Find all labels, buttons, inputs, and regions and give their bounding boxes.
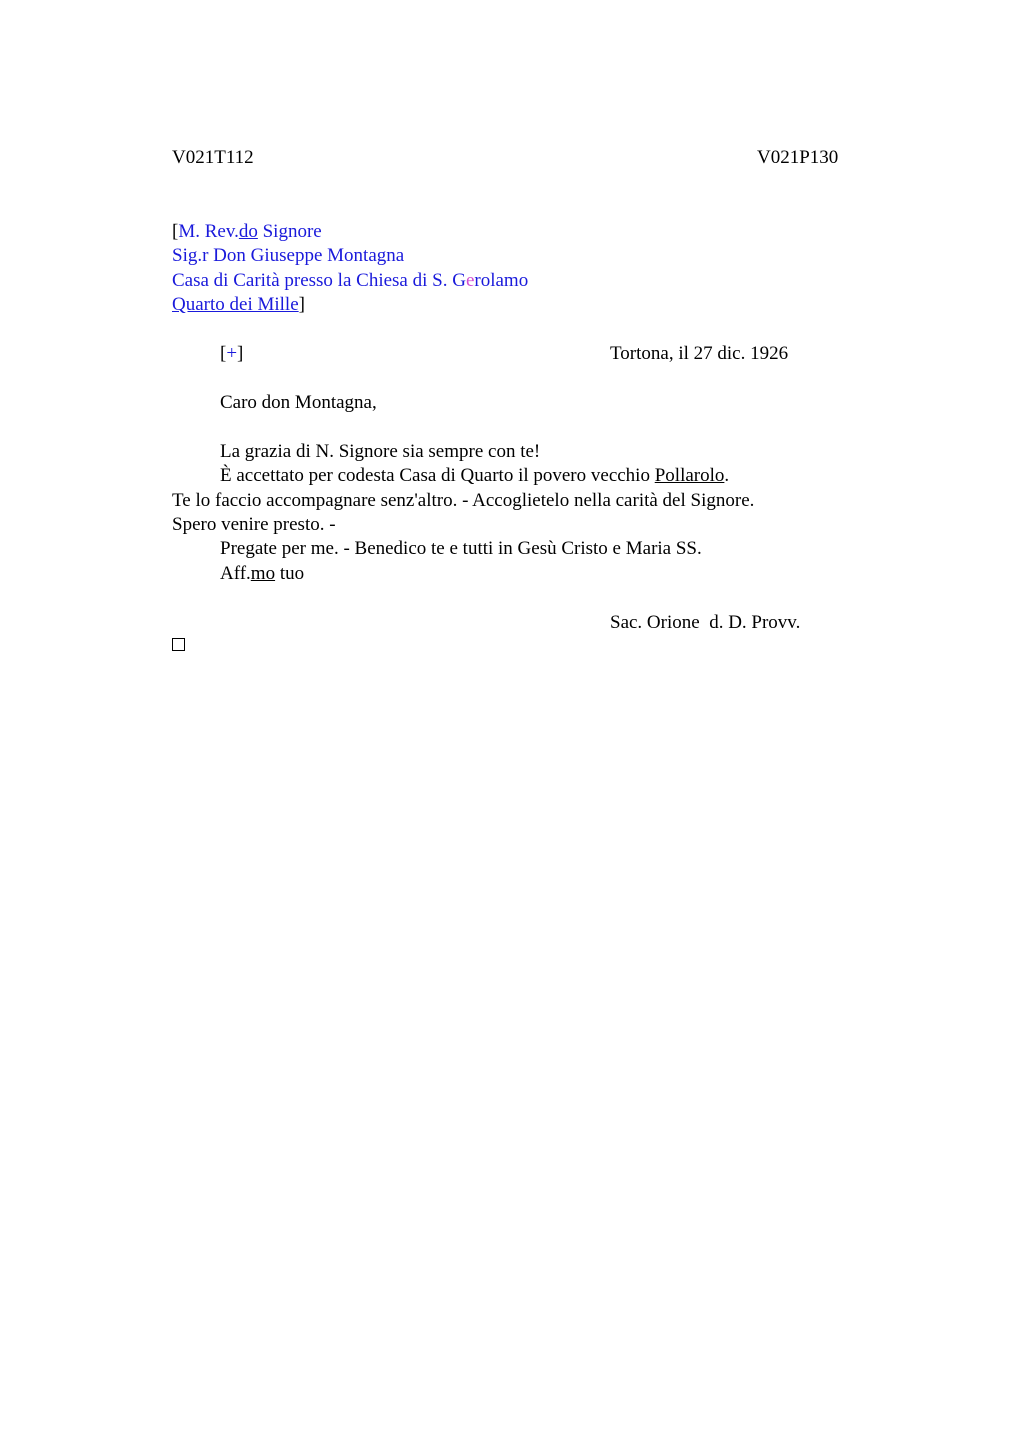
document-code-right: V021P130 xyxy=(757,147,839,168)
signature: Sac. Orione d. D. Provv. xyxy=(610,612,801,633)
address-city: Quarto dei Mille xyxy=(172,294,299,315)
cross-mark: [+] xyxy=(220,343,244,364)
document-code-left: V021T112 xyxy=(172,147,254,168)
body-line-1: La grazia di N. Signore sia sempre con te! xyxy=(220,441,541,462)
address-line-2: Sig.r Don Giuseppe Montagna xyxy=(172,245,405,266)
address-line-4 xyxy=(172,293,305,317)
address-title-rest: Signore xyxy=(257,221,322,242)
empty-box-icon xyxy=(172,638,185,651)
cross-symbol: + xyxy=(226,343,238,364)
body-line-4: Spero venire presto. - xyxy=(172,514,336,535)
address-line-1 xyxy=(172,220,322,244)
bracket-open: [ xyxy=(172,221,179,242)
address-title-suffix: do xyxy=(238,221,258,242)
body-line-5: Pregate per me. - Benedico te e tutti in Gesù Cristo e Maria SS. xyxy=(220,538,702,559)
closing: Aff.mo tuo xyxy=(220,563,305,584)
correction-mark: e xyxy=(465,270,475,291)
body-line-3: Te lo faccio accompagnare senz'altro. - Accoglietelo nella carità del Signore. xyxy=(172,490,755,511)
body-line-2: È accettato per codesta Casa di Quarto il povero vecchio Pollarolo. xyxy=(220,465,730,486)
salutation: Caro don Montagna, xyxy=(220,392,377,413)
person-name: Pollarolo xyxy=(654,465,725,486)
bracket-close: ] xyxy=(298,294,305,315)
address-line-3: Casa di Carità presso la Chiesa di S. Gerolamo xyxy=(172,270,529,291)
address-title: M. Rev. xyxy=(178,221,239,242)
place-date: Tortona, il 27 dic. 1926 xyxy=(610,343,789,364)
